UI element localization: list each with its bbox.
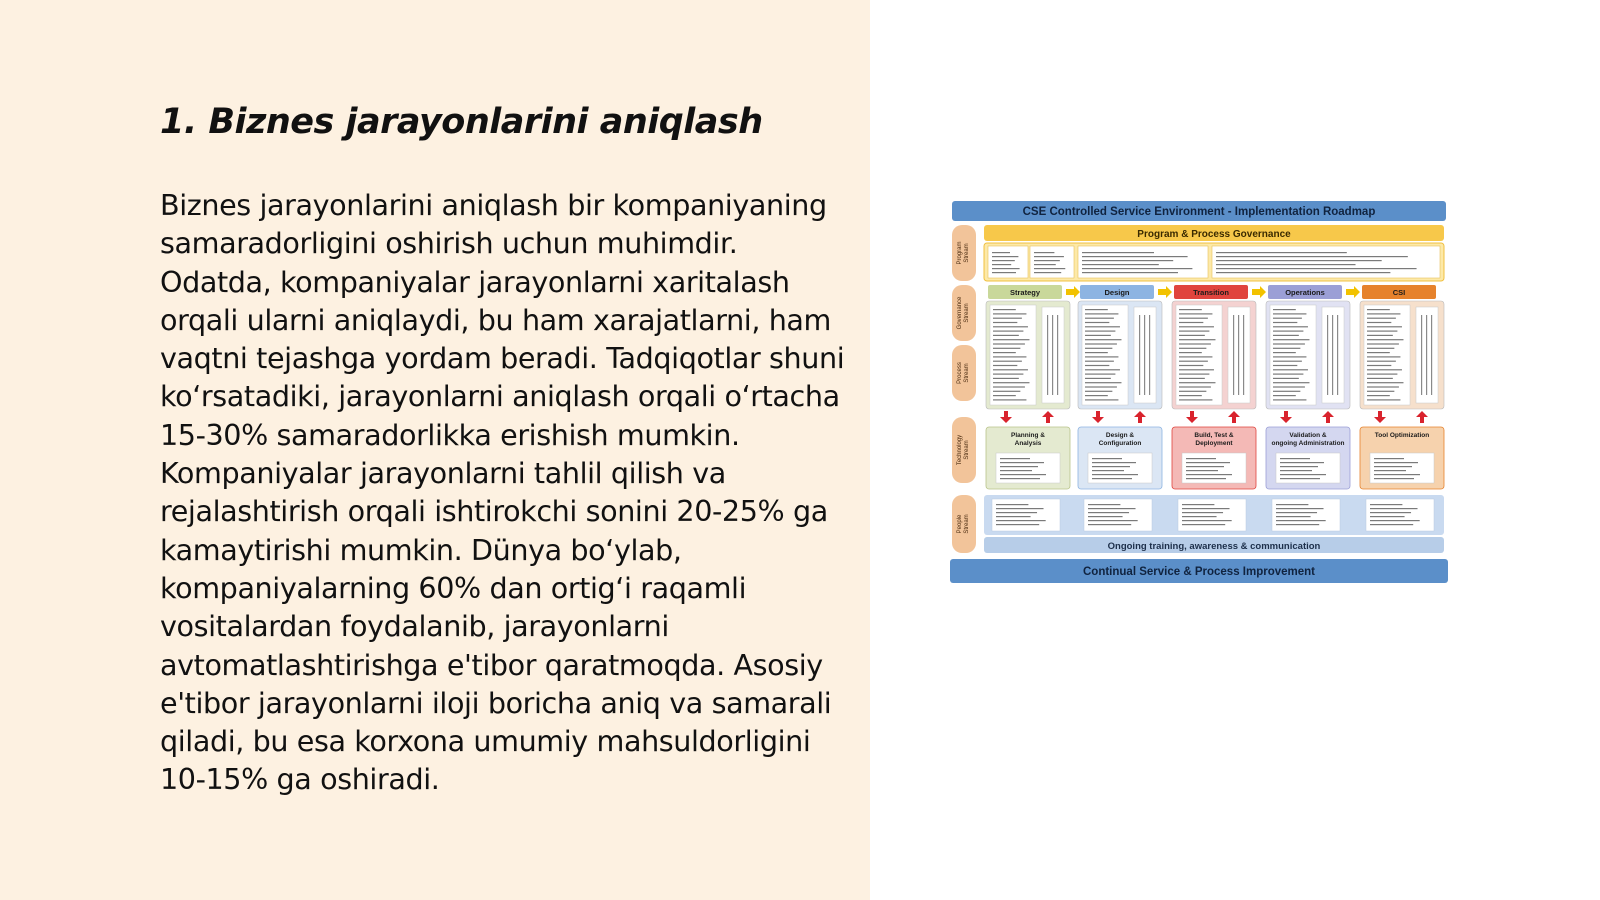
text-line bbox=[1082, 272, 1178, 273]
tech-step-line: Configuration bbox=[1098, 440, 1142, 447]
people-card bbox=[1084, 499, 1152, 531]
text-line bbox=[1085, 331, 1115, 332]
program-card bbox=[988, 246, 1028, 278]
text-line bbox=[1085, 343, 1117, 344]
text-line bbox=[1088, 512, 1129, 513]
text-line bbox=[1273, 374, 1303, 375]
text-line bbox=[1092, 470, 1124, 471]
text-line bbox=[1186, 462, 1230, 463]
text-line bbox=[1367, 378, 1393, 379]
text-line bbox=[1085, 361, 1114, 362]
text-line bbox=[1182, 516, 1217, 517]
text-line bbox=[1182, 504, 1214, 505]
text-line bbox=[1082, 268, 1192, 269]
text-line bbox=[1082, 260, 1173, 261]
phase-arrow bbox=[1346, 286, 1360, 298]
vertical-text-line bbox=[1149, 315, 1150, 395]
text-line bbox=[1367, 322, 1391, 323]
text-line bbox=[993, 331, 1023, 332]
arrow-down bbox=[1000, 411, 1012, 423]
text-line bbox=[1034, 264, 1056, 265]
text-line bbox=[1179, 386, 1211, 387]
text-line bbox=[1276, 516, 1311, 517]
text-line bbox=[1273, 326, 1308, 327]
text-line bbox=[1000, 474, 1046, 475]
text-line bbox=[1367, 339, 1403, 340]
stream-label-word: Governance bbox=[957, 296, 963, 330]
text-line bbox=[1088, 508, 1136, 509]
text-line bbox=[993, 335, 1019, 336]
people-card bbox=[1366, 499, 1434, 531]
text-line bbox=[1179, 395, 1202, 396]
text-line bbox=[1367, 361, 1396, 362]
text-line bbox=[992, 264, 1011, 265]
vertical-text-line bbox=[1052, 315, 1053, 395]
tech-step-line: Deployment bbox=[1195, 440, 1233, 447]
text-line bbox=[993, 352, 1016, 353]
text-line bbox=[1179, 343, 1211, 344]
text-line bbox=[1280, 458, 1310, 459]
text-line bbox=[1370, 512, 1411, 513]
text-line bbox=[1085, 318, 1114, 319]
text-line bbox=[1273, 318, 1302, 319]
program-card bbox=[1030, 246, 1074, 278]
stream-label-text bbox=[957, 241, 970, 264]
text-line bbox=[1374, 458, 1404, 459]
stream-label-word: Program bbox=[957, 241, 963, 265]
stream-label-word: Stream bbox=[964, 243, 970, 263]
arrow-up bbox=[1416, 411, 1428, 423]
diagram-title: CSE Controlled Service Environment - Implementation Roadmap bbox=[1022, 206, 1376, 218]
text-line bbox=[993, 339, 1029, 340]
text-line bbox=[1273, 322, 1297, 323]
text-line bbox=[1179, 378, 1205, 379]
text-line bbox=[1367, 348, 1394, 349]
stream-label-word: Stream bbox=[964, 514, 970, 534]
text-line bbox=[1367, 318, 1396, 319]
vertical-text-line bbox=[1139, 315, 1140, 395]
text-line bbox=[1276, 504, 1308, 505]
text-line bbox=[1273, 339, 1309, 340]
text-line bbox=[1273, 352, 1296, 353]
text-line bbox=[1085, 378, 1111, 379]
text-line bbox=[1276, 508, 1324, 509]
text-line bbox=[996, 524, 1039, 525]
text-line bbox=[1085, 356, 1118, 357]
phase-row bbox=[988, 285, 1436, 299]
text-line bbox=[1179, 322, 1203, 323]
process-card bbox=[1176, 305, 1222, 405]
vertical-text-line bbox=[1337, 315, 1338, 395]
arrow-down bbox=[1092, 411, 1104, 423]
text-line bbox=[1273, 382, 1309, 383]
text-line bbox=[1000, 458, 1030, 459]
text-line bbox=[1179, 313, 1212, 314]
phase-columns bbox=[986, 301, 1444, 409]
text-line bbox=[1179, 356, 1212, 357]
phase-label: Strategy bbox=[1009, 288, 1041, 297]
text-line bbox=[1085, 365, 1109, 366]
text-line bbox=[1216, 252, 1347, 253]
text-line bbox=[1182, 508, 1230, 509]
text-line bbox=[1000, 462, 1044, 463]
text-line bbox=[1273, 365, 1297, 366]
text-line bbox=[993, 365, 1017, 366]
text-line bbox=[1179, 318, 1208, 319]
tech-step-line: Validation & bbox=[1289, 432, 1327, 439]
text-line bbox=[1085, 369, 1120, 370]
phase-label: Transition bbox=[1193, 288, 1229, 297]
text-line bbox=[1273, 369, 1308, 370]
text-line bbox=[996, 512, 1037, 513]
text-line bbox=[1370, 504, 1402, 505]
text-line bbox=[992, 260, 1015, 261]
text-line bbox=[1367, 309, 1390, 310]
stream-label-5 bbox=[952, 495, 976, 553]
text-line bbox=[993, 313, 1026, 314]
text-line bbox=[993, 378, 1019, 379]
text-line bbox=[993, 374, 1023, 375]
text-line bbox=[1216, 256, 1408, 257]
text-line bbox=[1082, 256, 1188, 257]
text-line bbox=[1082, 264, 1159, 265]
process-card bbox=[1364, 305, 1410, 405]
text-line bbox=[1179, 309, 1202, 310]
text-line bbox=[1367, 352, 1390, 353]
text-line bbox=[1367, 335, 1393, 336]
text-line bbox=[1034, 252, 1054, 253]
text-line bbox=[1085, 395, 1108, 396]
phase-arrow bbox=[1252, 286, 1266, 298]
arrow-down bbox=[1374, 411, 1386, 423]
text-line bbox=[1088, 520, 1138, 521]
text-line bbox=[1280, 470, 1312, 471]
text-line bbox=[1273, 335, 1299, 336]
arrow-up bbox=[1134, 411, 1146, 423]
stream-label-text bbox=[957, 514, 970, 534]
stream-label-text bbox=[957, 362, 970, 384]
text-line bbox=[993, 369, 1028, 370]
phase-label: CSI bbox=[1392, 288, 1406, 297]
text-line bbox=[993, 399, 1026, 400]
text-line bbox=[1186, 478, 1226, 479]
text-line bbox=[1179, 339, 1215, 340]
stream-label-word: Stream bbox=[964, 303, 970, 323]
text-line bbox=[1085, 382, 1121, 383]
text-line bbox=[1280, 462, 1324, 463]
text-line bbox=[1179, 391, 1206, 392]
text-line bbox=[1186, 474, 1232, 475]
text-line bbox=[1085, 348, 1112, 349]
governance-banner-label: Program & Process Governance bbox=[1137, 229, 1291, 240]
stream-label-1 bbox=[952, 225, 976, 281]
text-line bbox=[1367, 365, 1391, 366]
program-card bbox=[1078, 246, 1208, 278]
text-line bbox=[1367, 399, 1400, 400]
vertical-text-line bbox=[1327, 315, 1328, 395]
text-line bbox=[1216, 272, 1390, 273]
stream-label-word: Process bbox=[957, 362, 963, 384]
text-line bbox=[993, 322, 1017, 323]
arrow-down bbox=[1186, 411, 1198, 423]
people-card bbox=[992, 499, 1060, 531]
slide-body-text: Biznes jarayonlarini aniqlash bir kompaniyaning samaradorligini oshirish uchun muhimdir. Odatda, kompaniyalar jarayonlarni xaritalash orqali ularni aniqlaydi, bu ham xarajatlarni, ham vaqtni tejashga yordam beradi. Tadqiqotlar shuni ko‘rsatadiki, jarayonlarni aniqlash orqali o‘rtacha 15-30% samaradorlikka erishish mumkin. Kompaniyalar jarayonlarni tahlil qilish va rejalashtirish orqali ishtirokchi sonini 20-25% ga kamaytirishi mumkin. Dünya bo‘ylab, kompaniyalarning 60% dan ortig‘i raqamli vositalardan foydalanib, jarayonlarni avtomatlashtirishga e'tibor qaratmoqda. Asosiy e'tibor jarayonlarni iloji boricha aniq va samarali qiladi, bu esa korxona umumiy mahsuldorligini 10-15% ga oshiradi. bbox=[160, 188, 845, 797]
vertical-text-line bbox=[1047, 315, 1048, 395]
text-line bbox=[1085, 391, 1112, 392]
text-line bbox=[992, 256, 1018, 257]
text-line bbox=[1273, 378, 1299, 379]
phase-arrow bbox=[1066, 286, 1080, 298]
arrow-up bbox=[1322, 411, 1334, 423]
text-line bbox=[992, 272, 1016, 273]
text-line bbox=[1276, 512, 1317, 513]
training-banner-label: Ongoing training, awareness & communication bbox=[1107, 541, 1321, 552]
phase-label: Operations bbox=[1285, 288, 1325, 297]
stream-label-2 bbox=[952, 285, 976, 341]
text-line bbox=[1273, 395, 1296, 396]
process-card bbox=[1082, 305, 1128, 405]
text-line bbox=[1000, 478, 1040, 479]
text-line bbox=[992, 268, 1020, 269]
text-line bbox=[1367, 313, 1400, 314]
text-line bbox=[1085, 326, 1120, 327]
text-line bbox=[1367, 391, 1394, 392]
text-line bbox=[1273, 356, 1306, 357]
text-line bbox=[1088, 524, 1131, 525]
text-line bbox=[1367, 386, 1399, 387]
tech-step-label bbox=[1375, 432, 1429, 439]
vertical-text-line bbox=[1233, 315, 1234, 395]
text-line bbox=[1374, 478, 1414, 479]
text-line bbox=[1273, 386, 1305, 387]
text-line bbox=[1034, 260, 1060, 261]
stream-label-word: Stream bbox=[964, 363, 970, 383]
text-line bbox=[1370, 508, 1418, 509]
text-line bbox=[1182, 520, 1232, 521]
text-line bbox=[1273, 361, 1302, 362]
text-line bbox=[1179, 331, 1209, 332]
vertical-text-line bbox=[1238, 315, 1239, 395]
text-line bbox=[996, 516, 1031, 517]
tech-step-line: ongoing Administration bbox=[1271, 440, 1345, 447]
tech-step-line: Analysis bbox=[1014, 440, 1042, 447]
text-line bbox=[1085, 335, 1111, 336]
text-line bbox=[1273, 313, 1306, 314]
text-line bbox=[993, 348, 1020, 349]
tech-step-line: Planning & bbox=[1011, 432, 1045, 439]
program-card bbox=[1212, 246, 1440, 278]
text-line bbox=[1216, 264, 1356, 265]
text-line bbox=[1000, 466, 1038, 467]
vertical-text-line bbox=[1057, 315, 1058, 395]
text-line bbox=[1186, 470, 1218, 471]
text-line bbox=[1085, 322, 1109, 323]
text-line bbox=[1367, 343, 1399, 344]
tech-step-line: Tool Optimization bbox=[1374, 432, 1430, 439]
text-line bbox=[1092, 466, 1130, 467]
text-line bbox=[1273, 399, 1306, 400]
text-line bbox=[1082, 252, 1154, 253]
text-line bbox=[1216, 268, 1417, 269]
tech-step-label bbox=[1011, 432, 1045, 447]
text-line bbox=[1034, 272, 1061, 273]
text-line bbox=[1179, 326, 1214, 327]
text-line bbox=[1000, 470, 1032, 471]
text-line bbox=[1273, 348, 1300, 349]
text-line bbox=[1092, 474, 1138, 475]
text-line bbox=[1179, 335, 1205, 336]
process-card bbox=[1270, 305, 1316, 405]
text-line bbox=[1273, 343, 1305, 344]
text-line bbox=[1179, 382, 1215, 383]
text-line bbox=[992, 252, 1010, 253]
text-line bbox=[1273, 331, 1303, 332]
text-line bbox=[1374, 462, 1418, 463]
text-line bbox=[993, 318, 1022, 319]
program-cards bbox=[988, 246, 1440, 278]
text-line bbox=[1179, 365, 1203, 366]
text-line bbox=[1370, 516, 1405, 517]
text-line bbox=[1216, 260, 1382, 261]
text-line bbox=[1280, 474, 1326, 475]
text-line bbox=[993, 343, 1025, 344]
text-line bbox=[1374, 466, 1412, 467]
text-line bbox=[1085, 352, 1108, 353]
text-line bbox=[1088, 504, 1120, 505]
text-line bbox=[993, 356, 1026, 357]
text-line bbox=[993, 391, 1020, 392]
text-line bbox=[996, 520, 1046, 521]
text-line bbox=[1085, 339, 1121, 340]
tech-step-line: Build, Test & bbox=[1194, 432, 1234, 439]
text-line bbox=[1276, 524, 1319, 525]
text-line bbox=[993, 395, 1016, 396]
people-card bbox=[1272, 499, 1340, 531]
text-line bbox=[1367, 356, 1400, 357]
text-line bbox=[1179, 352, 1202, 353]
text-line bbox=[1085, 374, 1115, 375]
text-line bbox=[1182, 524, 1225, 525]
text-line bbox=[993, 326, 1028, 327]
text-line bbox=[1370, 520, 1420, 521]
text-line bbox=[1367, 369, 1402, 370]
stream-labels bbox=[952, 225, 976, 553]
arrow-up bbox=[1042, 411, 1054, 423]
vertical-text-line bbox=[1332, 315, 1333, 395]
vertical-text-line bbox=[1426, 315, 1427, 395]
stream-label-3 bbox=[952, 345, 976, 401]
text-line bbox=[1179, 399, 1212, 400]
text-line bbox=[1370, 524, 1413, 525]
stream-label-word: Stream bbox=[964, 440, 970, 460]
text-line bbox=[1085, 386, 1117, 387]
vertical-text-line bbox=[1144, 315, 1145, 395]
text-line bbox=[1273, 391, 1300, 392]
slide-title: 1. Biznes jarayonlarini aniqlash bbox=[160, 102, 763, 142]
phase-label: Design bbox=[1104, 288, 1130, 297]
footer-banner-label: Continual Service & Process Improvement bbox=[1083, 566, 1315, 578]
process-card bbox=[990, 305, 1036, 405]
text-line bbox=[1092, 458, 1122, 459]
text-line bbox=[1179, 348, 1206, 349]
text-line bbox=[993, 309, 1016, 310]
text-line bbox=[1273, 309, 1296, 310]
tech-steps bbox=[986, 427, 1444, 489]
text-line bbox=[1034, 268, 1065, 269]
text-line bbox=[1179, 361, 1208, 362]
roadmap-diagram-svg bbox=[950, 199, 1448, 589]
vertical-text-line bbox=[1431, 315, 1432, 395]
text-line bbox=[1367, 326, 1402, 327]
stream-label-4 bbox=[952, 417, 976, 483]
text-line bbox=[1280, 466, 1318, 467]
text-line bbox=[1034, 256, 1064, 257]
tech-step-line: Design & bbox=[1105, 432, 1135, 439]
text-line bbox=[1182, 512, 1223, 513]
text-line bbox=[1374, 470, 1406, 471]
text-line bbox=[1179, 369, 1214, 370]
phase-arrow bbox=[1158, 286, 1172, 298]
text-line bbox=[1186, 458, 1216, 459]
text-line bbox=[1179, 374, 1209, 375]
tech-step-label bbox=[1194, 432, 1234, 447]
text-line bbox=[1367, 395, 1390, 396]
text-line bbox=[1092, 462, 1136, 463]
text-line bbox=[993, 361, 1022, 362]
people-cards bbox=[992, 499, 1434, 531]
text-line bbox=[1092, 478, 1132, 479]
text-line bbox=[1276, 520, 1326, 521]
stream-label-word: People bbox=[957, 514, 963, 534]
text-line bbox=[1186, 466, 1224, 467]
vertical-text-line bbox=[1421, 315, 1422, 395]
arrow-down bbox=[1280, 411, 1292, 423]
people-card bbox=[1178, 499, 1246, 531]
stream-label-word: Technology bbox=[957, 434, 963, 466]
text-line bbox=[996, 504, 1028, 505]
arrow-up bbox=[1228, 411, 1240, 423]
text-line bbox=[1085, 313, 1118, 314]
text-line bbox=[1085, 399, 1118, 400]
roadmap-diagram bbox=[950, 199, 1448, 589]
text-line bbox=[1085, 309, 1108, 310]
text-line bbox=[1088, 516, 1123, 517]
text-line bbox=[993, 386, 1025, 387]
text-line bbox=[993, 382, 1029, 383]
text-line bbox=[1367, 374, 1397, 375]
text-line bbox=[1367, 331, 1397, 332]
text-line bbox=[1367, 382, 1403, 383]
vertical-text-line bbox=[1243, 315, 1244, 395]
text-line bbox=[996, 508, 1044, 509]
red-arrows bbox=[1000, 411, 1428, 423]
text-line bbox=[1280, 478, 1320, 479]
text-line bbox=[1374, 474, 1420, 475]
